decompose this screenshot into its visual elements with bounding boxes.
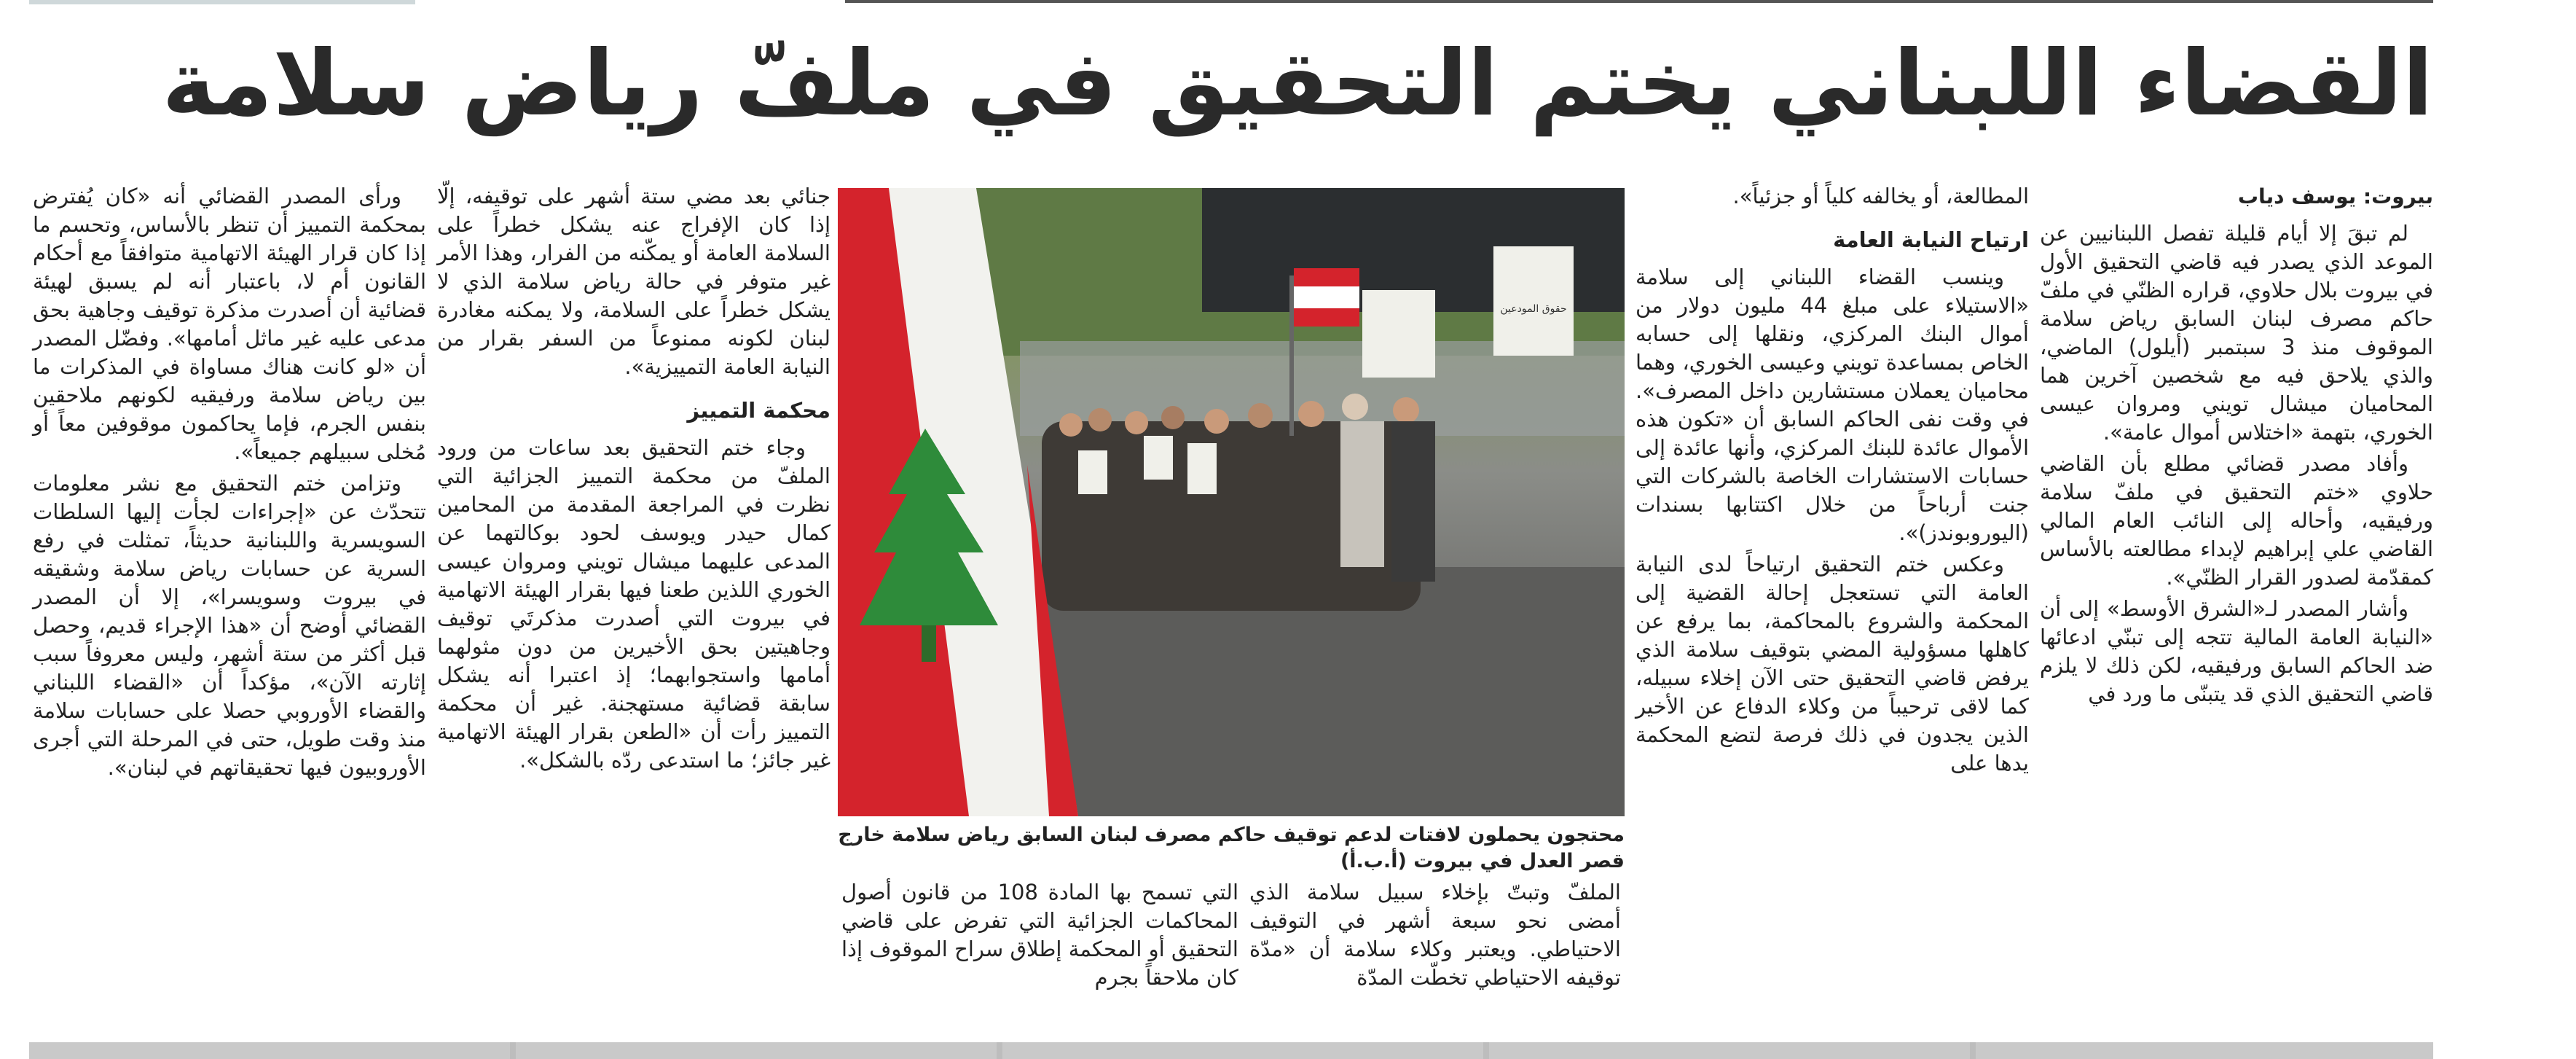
crowd [1042, 394, 1435, 611]
paragraph: وعكس ختم التحقيق ارتياحاً لدى النيابة العامة التي تستعجل إحالة القضية إلى المحكمة والشروع بالمحاكمة، بما يرفع عن كاهلها مسؤولية المضي بتوقيف سلامة الذي يرفض قاضي التحقيق حتى الآن إخلاء سبيله، كما لاقى ترحيباً من وكلاء الدفاع عن الأخير الذين يجدون في ذلك فرصة لتضع المحكمة يدها على [1635, 552, 2029, 775]
page-footer-bar [29, 1042, 2433, 1059]
article-column-2 [1635, 182, 2029, 781]
paragraph: وتزامن ختم التحقيق مع نشر معلومات تتحدّث عن «إجراءات لجأت إليها السلطات السويسرية واللبنانية حديثاً، تمثلت في رفع السرية عن حسابات رياض سلامة وشقيقه في بيروت وسويسرا»، إلا أن المصدر القضائي أوضح أن «هذا الإجراء قديم، وحصل قبل أكثر من ستة أشهر، وليس معروفاً سبب إثارته الآن»، مؤكداً أن «القضاء اللبناني والقضاء الأوروبي حصلا على حسابات سلامة منذ وقت طويل، حتى في المرحلة التي أجرى الأوروبيون فيها تحقيقاتهم في لبنان». [33, 471, 426, 780]
article-column-3 [437, 182, 830, 778]
under-photo-column-right [1249, 878, 1621, 992]
photo-illustration [838, 188, 1625, 816]
subheading: ارتياح النيابة العامة [1833, 227, 2029, 252]
article-headline: القضاء اللبناني يختم التحقيق في ملفّ رياض سلامة [162, 31, 2433, 136]
top-rule-left [29, 0, 415, 4]
paragraph: وأفاد مصدر قضائي مطلع بأن القاضي حلاوي «ختم التحقيق في ملفّ سلامة ورفيقيه، وأحاله إلى النائب العام المالي القاضي علي إبراهيم لإبداء مطالعته بالأساس كمقدّمة لصدور القرار الظنّي». [2040, 451, 2433, 590]
paragraph: وينسب القضاء اللبناني إلى سلامة «الاستيلاء على مبلغ 44 مليون دولار من أموال البنك المركزي، ونقلها إلى حسابه الخاص بمساعدة تويني وعيسى الخوري، وهما محاميان يعملان مستشارين داخل المصرف». في وقت نفى الحاكم السابق أن «تكون هذه الأموال عائدة للبنك المركزي، وأنها عائدة إلى حسابات الاستشارات الخاصة بالشركات التي جنت أرباحاً من خلال اكتتابها بسندات (اليوروبوندز)». [1635, 265, 2029, 545]
byline: بيروت: يوسف دياب [2237, 184, 2433, 208]
top-rule-right [845, 0, 2433, 3]
paragraph: التي تسمح بها المادة 108 من قانون أصول المحاكمات الجزائية التي تفرض على قاضي التحقيق أو المحكمة إطلاق سراح الموقوف إذا كان ملاحقاً بجرم [841, 880, 1238, 990]
paragraph: وجاء ختم التحقيق بعد ساعات من ورود الملفّ من محكمة التمييز الجزائية التي نظرت في المراجعة المقدمة من المحامين كمال حيدر ويوسف لحود بوكالتهما عن المدعى عليهما ميشال تويني ومروان عيسى الخوري اللذين طعنا فيها بقرار الهيئة الاتهامية في بيروت التي أصدرت مذكرتَي توقيف وجاهيتين بحق الأخيرين من دون مثولهما أمامها واستجوابهما؛ إذ اعتبرا أنه يشكل سابقة قضائية مستهجنة. غير أن محكمة التمييز رأت أن «الطعن بقرار الهيئة الاتهامية غير جائز؛ ما استدعى ردّه بالشكل». [437, 435, 830, 773]
under-photo-column-left [841, 878, 1238, 992]
paragraph: المطالعة، أو يخالفه كلياً أو جزئياً». [1732, 184, 2029, 208]
paragraph: ورأى المصدر القضائي أنه «كان يُفترض بمحكمة التمييز أن تنظر بالأساس، وتحسم ما إذا كان قرار الهيئة الاتهامية متوافقاً مع أحكام القانون أم لا، باعتبار أنه لم يسبق لهيئة قضائية أن أصدرت مذكرة توقيف وجاهية بحق مدعى عليه غير ماثل أمامها». وفضّل المصدر أن «لو كانت هناك مساواة في المذكرات ما بين رياض سلامة ورفيقيه لكونهم ملاحقين بنفس الجرم، فإما يحاكمون موقوفين معاً أو مُخلى سبيلهم جميعاً». [33, 184, 426, 464]
paragraph: وأشار المصدر لـ«الشرق الأوسط» إلى أن «النيابة العامة المالية تتجه إلى تبنّي ادعائها ضد الحاكم السابق ورفيقيه، لكن ذلك لا يلزم قاضي التحقيق الذي قد يتبنّى ما ورد في [2040, 596, 2433, 706]
sign-text: حقوق المودعين [1500, 303, 1567, 315]
protest-photo [838, 188, 1625, 816]
article-column-4 [33, 182, 426, 785]
subheading: محكمة التمييز [687, 398, 830, 423]
paragraph: لم تبقَ إلا أيام قليلة تفصل اللبنانيين عن الموعد الذي يصدر فيه قاضي التحقيق الأول في بيروت بلال حلاوي، قراره الظنّي في ملفّ حاكم مصرف لبنان السابق رياض سلامة الموقوف منذ 3 سبتمبر (أيلول) الماضي، والذي يلاحق فيه مع شخصين آخرين هما المحاميان ميشال تويني ومروان عيسى الخوري، بتهمة «اختلاس أموال عامة». [2040, 221, 2433, 445]
paragraph: الملفّ وتبتّ بإخلاء سبيل سلامة الذي أمضى نحو سبعة أشهر في التوقيف الاحتياطي. ويعتبر وكلاء سلامة أن «مدّة توقيفه الاحتياطي تخطّت المدّة [1249, 880, 1621, 990]
photo-caption: محتجون يحملون لافتات لدعم توقيف حاكم مصرف لبنان السابق رياض سلامة خارج قصر العدل في بيروت (أ.ب.أ) [838, 824, 1625, 872]
paragraph: جنائي بعد مضي ستة أشهر على توقيفه، إلّا إذا كان الإفراج عنه يشكل خطراً على السلامة العامة أو يمكّنه من الفرار، وهذا الأمر غير متوفر في حالة رياض سلامة الذي لا يشكل خطراً على السلامة، ولا يمكنه مغادرة لبنان لكونه ممنوعاً من السفر بقرار من النيابة العامة التمييزية». [437, 184, 830, 379]
article-column-1 [2040, 182, 2433, 711]
